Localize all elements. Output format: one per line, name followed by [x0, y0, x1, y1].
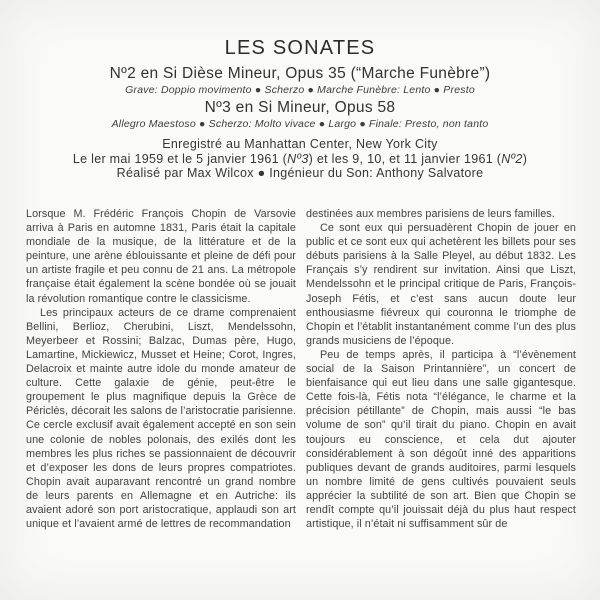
sonata3-number: Nº3 [287, 151, 309, 166]
recording-credits: Réalisé par Max Wilcox ● Ingénieur du Son: Anthony Salvatore [116, 166, 484, 180]
paragraph-1: Lorsque M. Frédéric François Chopin de Varsovie arriva à Paris en automne 1831, Paris était la capitale mondiale de la musique, de la littérature et de la peinture, une arène éblouissante et pleine de défi pour un artiste fragile et peu connu de 21 ans. La métropole française était également la scène bondée où se jouait la révolution romantique contre le classicisme. [26, 208, 296, 305]
sonata2-movements: Grave: Doppio movimento ● Scherzo ● Marche Funèbre: Lento ● Presto [125, 84, 475, 96]
left-column [26, 207, 296, 531]
recording-info [0, 137, 600, 181]
album-title: LES SONATES [224, 37, 376, 59]
recording-venue: Enregistré au Manhattan Center, New York City [162, 137, 438, 151]
paragraph-3: Ce sont eux qui persuadèrent Chopin de jouer en public et ce sont eux qui achetèrent les billets pour ses débuts parisiens à la Salle Pleyel, au début 1832. Les Français s’y rendirent sur invitation. Ainsi que Liszt, Mendelssohn et le principal critique de Paris, François-Joseph Fétis, et c’est sans aucun doute leur enthousiasme fiévreux qui couronna le triomphe de Chopin et l’établit instantanément comme l’un des plus grands musiciens de l’époque. [306, 222, 576, 347]
liner-notes-body [26, 207, 576, 531]
sonata3-heading: Nº3 en Si Mineur, Opus 58 [204, 99, 396, 116]
paragraph-4: Peu de temps après, il participa à “l’évènement social de la Saison Printannière”, un concert de bienfaisance qui eut lieu dans une salle gigantesque. Cette fois-là, Fétis nota “l’élégance, le charme et la précision pétillante” de Chopin, mais aussi “le bas volume de son” qu’il tirait du piano. Chopin en avait toujours eu conscience, et cela dut ajouter considérablement à son dégoût inné des apparitions publiques devant de grands auditoires, parmi lesquels un nombre limité de gens cultivés pouvaient seuls apprécier la subtilité de son art. Bien que Chopin se rendît compte qu’il jouissait déjà du plus haut respect artistique, il n’était ni suffisamment sûr de [306, 348, 576, 531]
recording-dates [0, 152, 600, 167]
sonata2-heading: Nº2 en Si Dièse Mineur, Opus 35 (“Marche Funèbre”) [109, 65, 491, 82]
paragraph-2-continued: destinées aux membres parisiens de leurs familles. [306, 208, 555, 220]
paragraph-2: Les principaux acteurs de ce drame comprenaient Bellini, Berlioz, Cherubini, Liszt, Mendelssohn, Meyerbeer et Rossini; Balzac, Dumas père, Hugo, Lamartine, Mickiewicz, Musset et Heine; Corot, Ingres, Delacroix et mainte autre idole du monde amateur de culture. Cette galaxie de génie, peut-être le groupement le plus magnifique depuis la Grèce de Périclès, décorait les salons de l’aristocratie parisienne. Ce cercle exclusif avait également accepté en son sein une colonie de nobles polonais, des exilés dont les membres les plus riches se passionnaient de découvrir et d’exposer les dons de leurs propres compatriotes. Chopin avait auparavant rencontré un grand nombre de leurs parents en Allemagne et en Autriche: ils avaient adoré son port aristocratique, applaudi son art unique et l’avaient armé de lettres de recommandation [26, 306, 296, 531]
recording-dates-suffix: ) [522, 151, 528, 166]
album-header [0, 0, 600, 181]
recording-dates-mid: ) et les 9, 10, et 11 janvier 1961 ( [308, 151, 502, 166]
recording-dates-text: Le ler mai 1959 et le 5 janvier 1961 ( [72, 151, 288, 166]
sonata3-movements: Allegro Maestoso ● Scherzo: Molto vivace ● Largo ● Finale: Presto, non tanto [111, 118, 489, 130]
sonata2-number: Nº2 [501, 151, 523, 166]
right-column [306, 207, 576, 531]
